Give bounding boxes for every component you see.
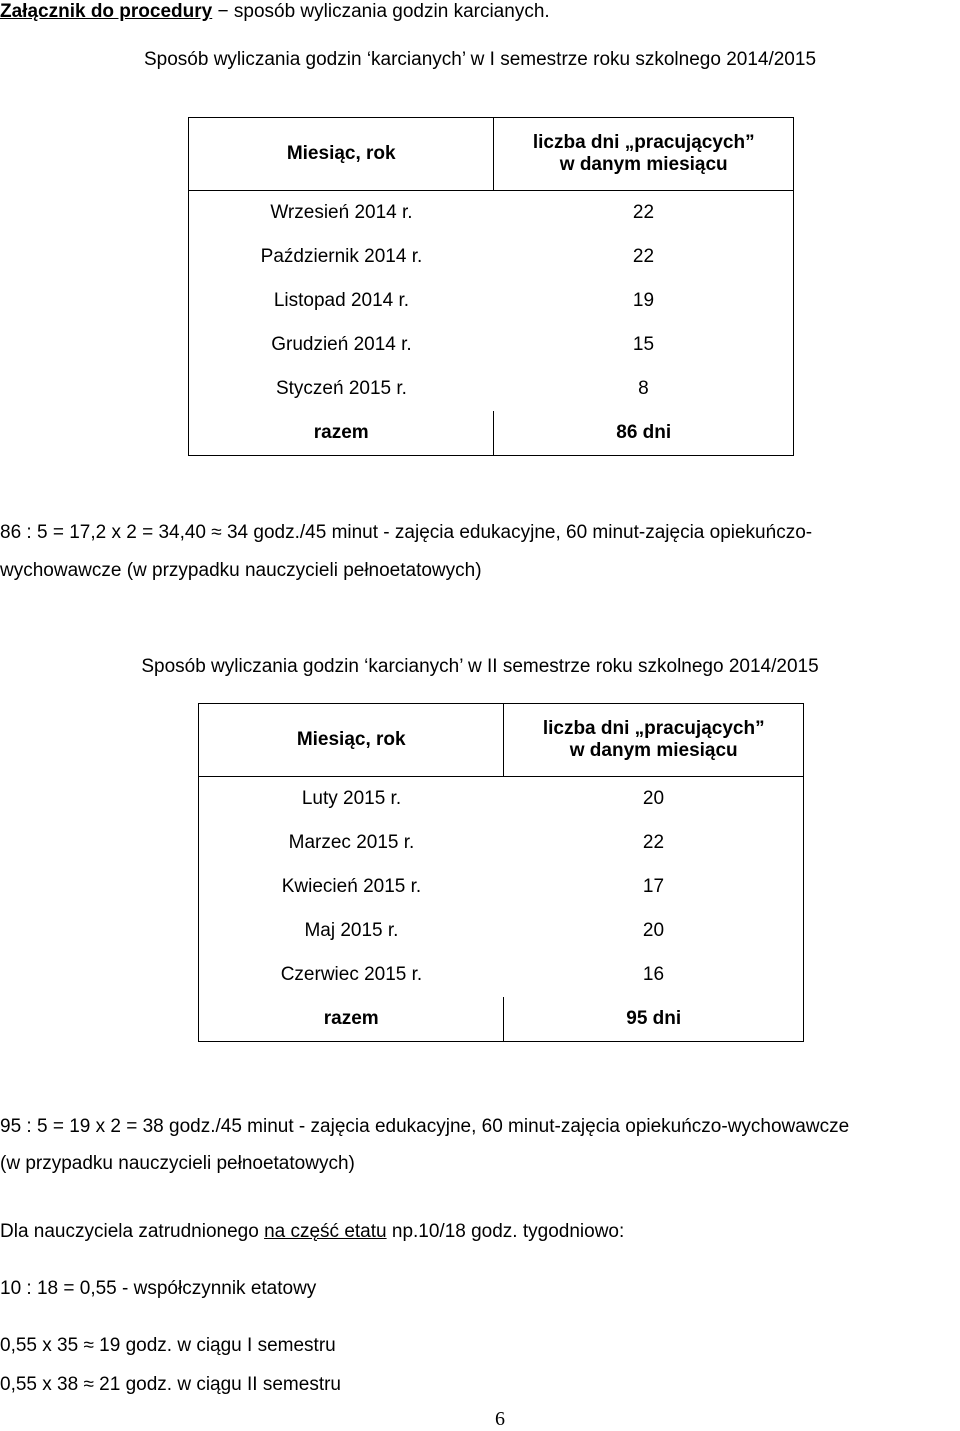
table-row — [189, 323, 794, 367]
table-row — [199, 909, 804, 953]
total-value: 86 dni — [616, 422, 672, 443]
table-row — [199, 953, 804, 997]
title-rest: − sposób wyliczania godzin karcianych. — [212, 1, 550, 22]
semester2-hours: 0,55 x 38 ≈ 21 godz. w ciągu II semestru — [0, 1374, 341, 1395]
col-days-header: liczba dni „pracujących” w danym miesiącu — [504, 704, 804, 777]
total-value: 95 dni — [626, 1008, 682, 1029]
col-month-header: Miesiąc, rok — [189, 118, 494, 191]
part-time-prefix: Dla nauczyciela zatrudnionego — [0, 1221, 265, 1242]
month-cell: Październik 2014 r. — [260, 246, 423, 267]
section2-heading: Sposób wyliczania godzin ‘karcianych’ w II semestrze roku szkolnego 2014/2015 — [141, 656, 819, 677]
section2-table — [198, 703, 804, 1042]
days-cell: 20 — [642, 920, 665, 941]
table-header-row — [199, 704, 804, 777]
page-number: 6 — [495, 1408, 505, 1430]
coefficient-line: 10 : 18 = 0,55 - współczynnik etatowy — [0, 1278, 317, 1299]
section1-heading: Sposób wyliczania godzin ‘karcianych’ w I semestrze roku szkolnego 2014/2015 — [143, 49, 817, 70]
part-time-intro — [0, 1220, 624, 1244]
table-row — [199, 777, 804, 822]
total-label: razem — [199, 997, 504, 1042]
days-cell: 15 — [632, 334, 655, 355]
part-time-underlined: na część etatu — [264, 1221, 387, 1242]
days-cell: 19 — [632, 290, 655, 311]
section2-calc-line1: 95 : 5 = 19 x 2 = 38 godz./45 minut - zajęcia edukacyjne, 60 minut-zajęcia opiekuńczo-wychowawcze — [0, 1116, 850, 1137]
days-cell: 8 — [638, 378, 649, 399]
days-cell: 16 — [642, 964, 665, 985]
month-cell: Grudzień 2014 r. — [271, 334, 412, 355]
table-header-row — [189, 118, 794, 191]
days-cell: 20 — [642, 788, 665, 809]
month-cell: Marzec 2015 r. — [288, 832, 415, 853]
table-total-row — [189, 411, 794, 456]
table-row — [189, 235, 794, 279]
section1-calc-line1: 86 : 5 = 17,2 x 2 = 34,40 ≈ 34 godz./45 minut - zajęcia edukacyjne, 60 minut-zajęcia opiekuńczo- — [0, 522, 813, 543]
days-cell: 22 — [632, 202, 655, 223]
month-cell: Wrzesień 2014 r. — [270, 202, 413, 223]
month-cell: Listopad 2014 r. — [273, 290, 410, 311]
section2-calc-line2: (w przypadku nauczycieli pełnoetatowych) — [0, 1153, 355, 1174]
section1-table — [188, 117, 794, 456]
days-cell: 22 — [642, 832, 665, 853]
month-cell: Maj 2015 r. — [304, 920, 399, 941]
table-row — [189, 367, 794, 411]
table-total-row — [199, 997, 804, 1042]
month-cell: Kwiecień 2015 r. — [281, 876, 422, 897]
days-cell: 22 — [632, 246, 655, 267]
semester1-hours: 0,55 x 35 ≈ 19 godz. w ciągu I semestru — [0, 1335, 336, 1356]
section1-calc-line2: wychowawcze (w przypadku nauczycieli pełnoetatowych) — [0, 560, 482, 581]
month-cell: Styczeń 2015 r. — [275, 378, 407, 399]
month-cell: Luty 2015 r. — [301, 788, 402, 809]
table-row — [189, 191, 794, 236]
month-cell: Czerwiec 2015 r. — [280, 964, 423, 985]
document-title — [0, 0, 550, 24]
days-cell: 17 — [642, 876, 665, 897]
table-row — [199, 821, 804, 865]
total-label: razem — [189, 411, 494, 456]
part-time-suffix: np.10/18 godz. tygodniowo: — [386, 1221, 625, 1242]
table-row — [189, 279, 794, 323]
title-bold: Załącznik do procedury — [0, 1, 213, 22]
table-row — [199, 865, 804, 909]
col-month-header: Miesiąc, rok — [199, 704, 504, 777]
col-days-header: liczba dni „pracujących” w danym miesiącu — [494, 118, 794, 191]
